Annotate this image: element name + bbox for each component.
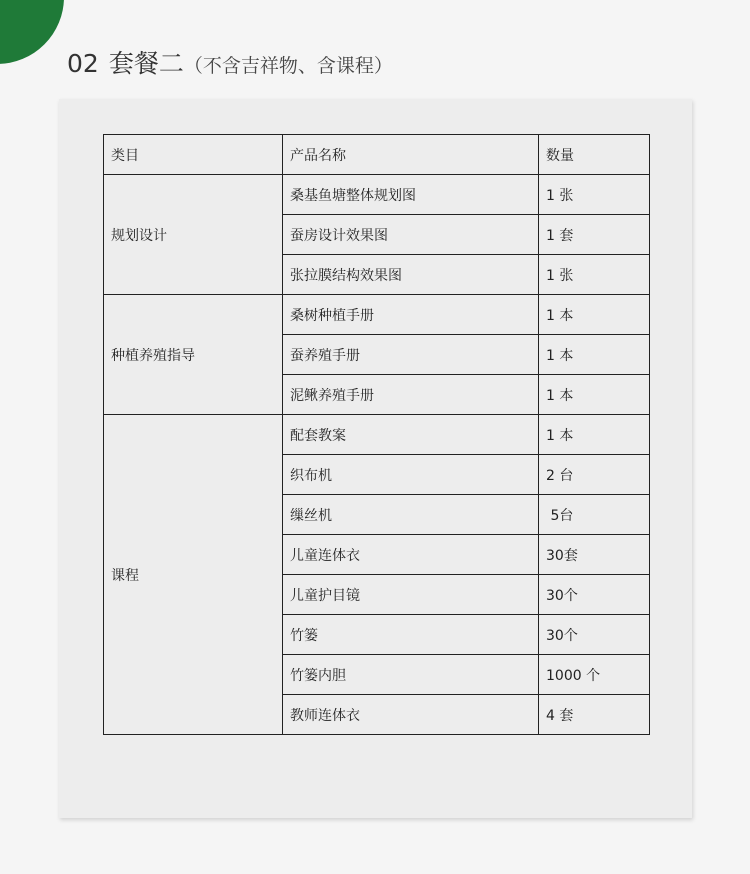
quantity-cell: 2 台 [539,455,650,495]
product-name-cell: 竹篓 [283,615,539,655]
product-name-cell: 张拉膜结构效果图 [283,255,539,295]
category-cell: 课程 [104,415,283,735]
section-subtitle: （不含吉祥物、含课程） [183,55,393,77]
header-category: 类目 [104,135,283,175]
header-quantity: 数量 [539,135,650,175]
content-card [59,99,692,818]
quantity-cell: 1 本 [539,375,650,415]
table-row [104,415,650,455]
product-name-cell: 蚕房设计效果图 [283,215,539,255]
corner-decoration [0,0,64,64]
quantity-cell: 1 套 [539,215,650,255]
product-name-cell: 儿童连体衣 [283,535,539,575]
category-cell: 种植养殖指导 [104,295,283,415]
quantity-cell: 1 张 [539,255,650,295]
category-cell: 规划设计 [104,175,283,295]
product-name-cell: 织布机 [283,455,539,495]
package-table [103,134,650,735]
quantity-cell: 4 套 [539,695,650,735]
quantity-cell: 1 张 [539,175,650,215]
section-number: 02 [67,49,99,78]
quantity-cell: 1000 个 [539,655,650,695]
table-header-row [104,135,650,175]
product-name-cell: 教师连体衣 [283,695,539,735]
product-name-cell: 配套教案 [283,415,539,455]
quantity-cell: 1 本 [539,295,650,335]
section-title: 套餐二 [108,49,184,78]
product-name-cell: 桑基鱼塘整体规划图 [283,175,539,215]
quantity-cell: 1 本 [539,335,650,375]
product-name-cell: 儿童护目镜 [283,575,539,615]
quantity-cell: 5台 [539,495,650,535]
quantity-cell: 30个 [539,615,650,655]
table-row [104,175,650,215]
quantity-cell: 30个 [539,575,650,615]
quantity-cell: 30套 [539,535,650,575]
header-product-name: 产品名称 [283,135,539,175]
quantity-cell: 1 本 [539,415,650,455]
section-heading [67,44,393,80]
product-name-cell: 泥鳅养殖手册 [283,375,539,415]
table-row [104,295,650,335]
product-name-cell: 竹篓内胆 [283,655,539,695]
product-name-cell: 缫丝机 [283,495,539,535]
product-name-cell: 桑树种植手册 [283,295,539,335]
product-name-cell: 蚕养殖手册 [283,335,539,375]
